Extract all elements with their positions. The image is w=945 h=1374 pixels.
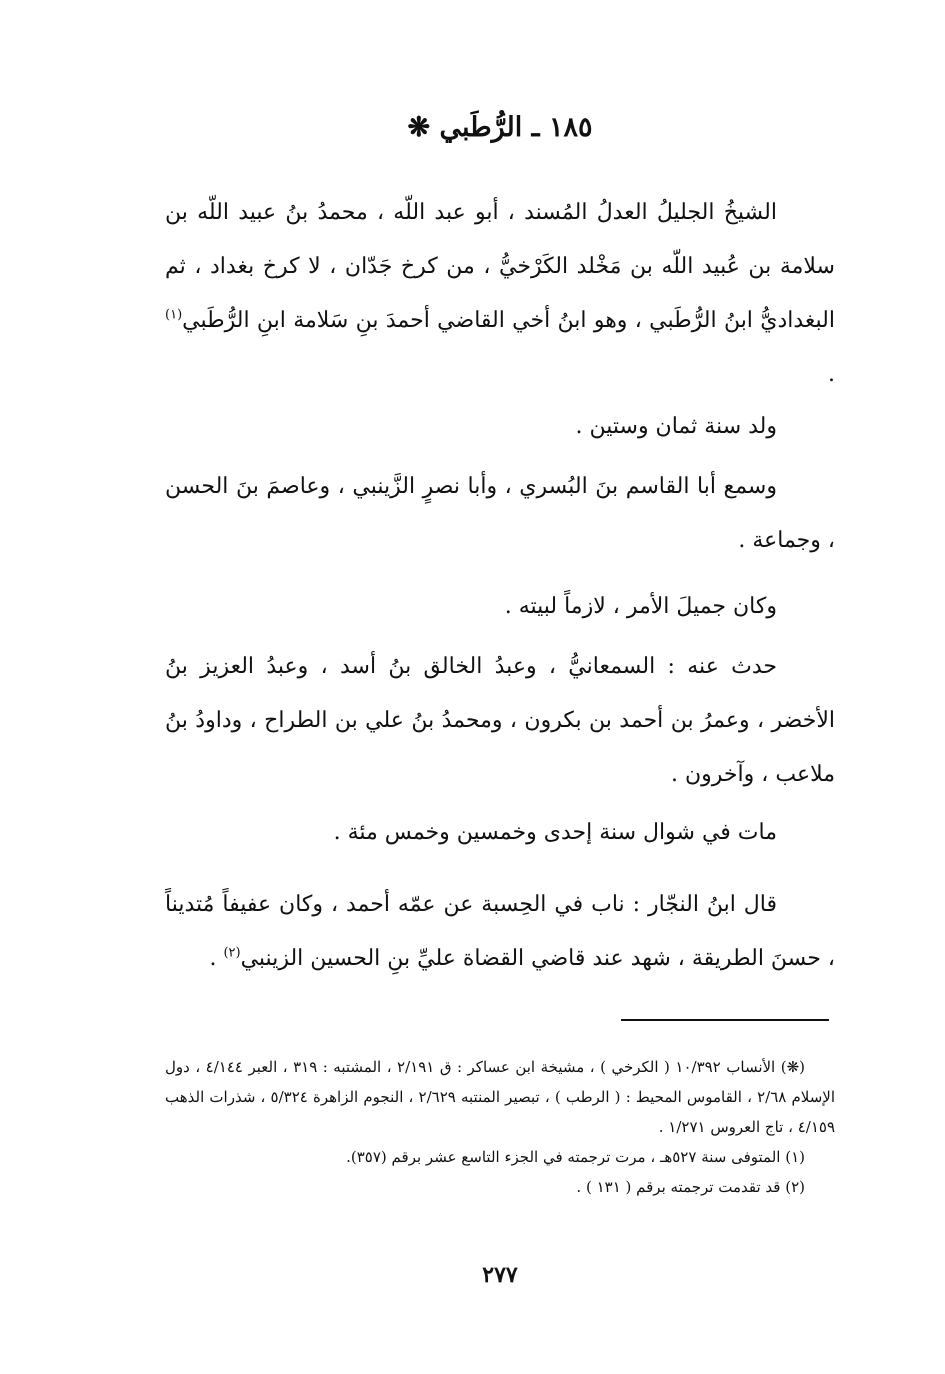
paragraph-ibn-najjar-end: . xyxy=(209,946,224,971)
paragraph-biography-end: . xyxy=(828,362,835,387)
paragraph-character: وكان جميلَ الأمر ، لازماً لبيته . xyxy=(504,594,777,619)
footnote-ref-2: (٢) xyxy=(223,945,241,961)
paragraph-ibn-najjar xyxy=(165,878,835,986)
footnotes xyxy=(165,1052,835,1202)
paragraph-birth: ولد سنة ثمان وستين . xyxy=(575,414,777,439)
paragraph-teachers: وسمع أبا القاسم بنَ البُسري ، وأبا نصرٍ الزَّينبي ، وعاصمَ بنَ الحسن ، وجماعة . xyxy=(165,474,835,553)
footnote-sources: (❋) الأنساب ١٠/٣٩٢ ( الكرخي ) ، مشيخة ابن عساكر : ق ٢/١٩١ ، المشتبه : ٣١٩ ، العبر ٤/١٤٤ ، دول الإسلام ٢/٦٨ ، القاموس المحيط : ( الرطب ) ، تبصير المنتبه ٢/٦٢٩ ، النجوم الزاهرة ٥/٣٢٤ ، شذرات الذهب ٤/١٥٩ ، تاج العروس ١/٢٧١ . xyxy=(165,1058,836,1136)
paragraph-death: مات في شوال سنة إحدى وخمسين وخمس مئة . xyxy=(333,820,777,845)
footnote-ref-1: (١) xyxy=(165,307,183,323)
paragraph-students: حدث عنه : السمعانيُّ ، وعبدُ الخالق بنُ أسد ، وعبدُ العزيز بنُ الأخضر ، وعمرُ بن أحمد بن بكرون ، ومحمدُ بنُ علي بن الطراح ، وداودُ بنُ ملاعب ، وآخرون . xyxy=(165,654,835,787)
entry-title: ١٨٥ ـ الرُّطَبي ❋ xyxy=(407,112,593,143)
paragraph-biography-text: الشيخُ الجليلُ العدلُ المُسند ، أبو عبد اللّه ، محمدُ بنُ عبيد اللّه بن سلامة بن عُبيد اللّه بن مَخْلد الكَرْخيُّ ، من كرخ جَدّان ، لا كرخ بغداد ، ثم البغداديُّ ابنُ الرُّطَبي ، وهو ابنُ أخي القاضي أحمدَ بنِ سَلامة ابنِ الرُّطَبي xyxy=(165,200,835,333)
footnote-divider xyxy=(621,1019,829,1021)
paragraph-ibn-najjar-text: قال ابنُ النجّار : ناب في الحِسبة عن عمّه أحمد ، وكان عفيفاً مُتديناً ، حسنَ الطريقة ، شهد عند قاضي القضاة عليِّ بنِ الحسين الزينبي xyxy=(165,892,835,971)
footnote-1: (١) المتوفى سنة ٥٢٧هـ ، مرت ترجمته في الجزء التاسع عشر برقم (٣٥٧). xyxy=(346,1148,805,1166)
page-number: ٢٧٧ xyxy=(482,1262,518,1288)
footnote-2: (٢) قد تقدمت ترجمته برقم ( ١٣١ ) . xyxy=(576,1178,805,1196)
book-page xyxy=(165,0,835,1374)
paragraph-biography xyxy=(165,186,835,402)
